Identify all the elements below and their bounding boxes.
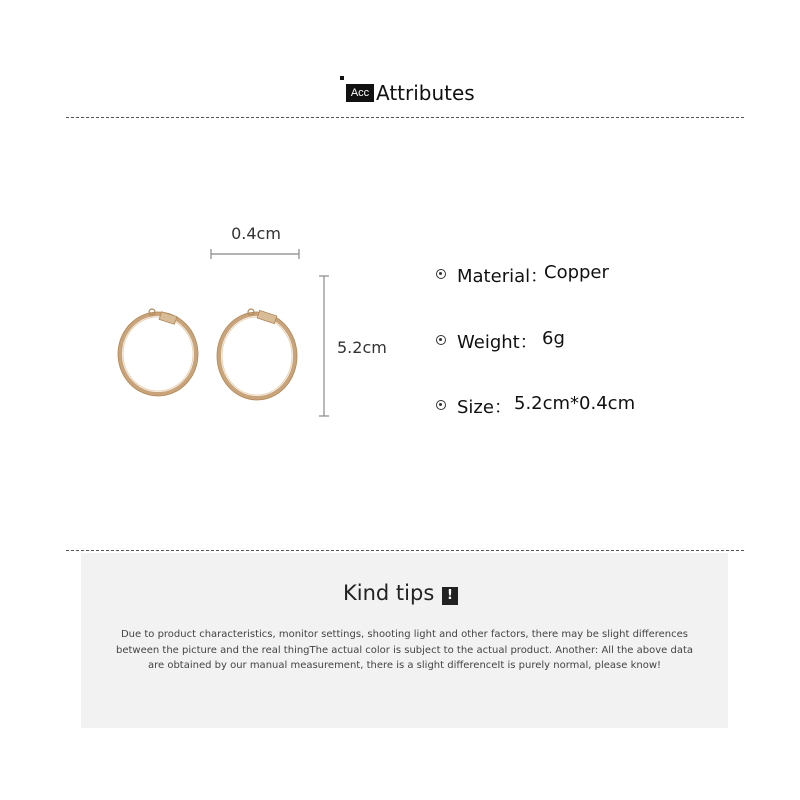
hoop-earrings-image (100, 220, 400, 430)
width-dimension-label: 0.4cm (231, 224, 281, 243)
section-title: Attributes (376, 81, 475, 105)
height-dimension-label: 5.2cm (337, 338, 387, 357)
bullet-icon (436, 400, 446, 410)
spec-value: 5.2cm*0.4cm (514, 393, 636, 414)
bullet-icon (436, 269, 446, 279)
header-dot (340, 76, 344, 80)
spec-value: Copper (544, 262, 609, 283)
tips-text: Due to product characteristics, monitor settings, shooting light and other factors, there may be slight differences between the picture and the real thingThe actual color is subject to the actual product. Another: All the above data are obtained by our manual measurement, there is a slight differenceIt is purely normal, please know! (115, 629, 693, 671)
attributes-header (0, 76, 800, 112)
spec-value: 6g (542, 328, 565, 349)
tips-title: Kind tips (343, 581, 435, 605)
right-hoop-earring (217, 309, 297, 400)
spec-label: Weight： (457, 332, 538, 353)
spec-label: Material： (457, 266, 549, 287)
exclamation-icon: ! (442, 587, 458, 605)
bullet-icon (436, 335, 446, 345)
top-divider (66, 117, 744, 118)
left-hoop-earring (118, 309, 198, 396)
kind-tips-panel (81, 553, 728, 728)
bottom-divider (66, 550, 744, 551)
spec-label: Size： (457, 397, 512, 418)
acc-badge: Acc (346, 84, 374, 102)
